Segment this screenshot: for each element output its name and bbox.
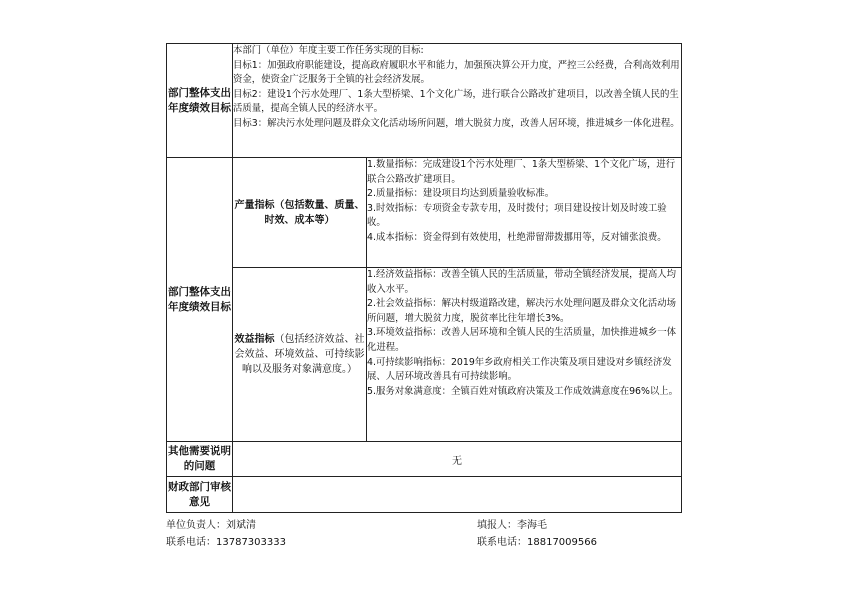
goal-line: 目标2：建设1个污水处理厂、1条大型桥梁、1个文化广场，进行联合公路改扩建项目，以改善全镇人民的生活质量，提高全镇人民的经济水平。 (233, 88, 679, 115)
performance-table (166, 43, 682, 513)
filler-person: 填报人：李海毛 (477, 520, 547, 531)
indicator-line: 3.时效指标：专项资金专款专用，及时拨付；项目建设按计划及时竣工验收。 (367, 202, 667, 229)
finance-review-value (233, 477, 682, 513)
phone-right: 联系电话：18817009566 (477, 537, 597, 548)
other-issues-value: 无 (233, 442, 682, 477)
phone-left: 联系电话：13787303333 (166, 537, 286, 548)
indicator-line: 5.服务对象满意度：全镇百姓对镇政府决策及工作成效满意度在96%以上。 (367, 385, 679, 397)
table-row (167, 158, 682, 268)
indicator-line: 4.成本指标：资金得到有效使用，杜绝滞留滞拨挪用等，反对铺张浪费。 (367, 231, 667, 243)
footer-right (477, 517, 597, 551)
benefit-indicator-label: 效益指标（包括经济效益、社会效益、环境效益、可持续影响以及服务对象满意度。） (233, 268, 367, 442)
row-label-other-issues: 其他需要说明的问题 (167, 442, 233, 477)
output-indicator-label: 产量指标（包括数量、质量、时效、成本等） (233, 158, 367, 268)
table-row (167, 442, 682, 477)
goal-line: 本部门（单位）年度主要工作任务实现的目标: (233, 45, 424, 56)
indicator-line: 1.经济效益指标：改善全镇人民的生活质量，带动全镇经济发展，提高人均收入水平。 (367, 269, 676, 295)
benefit-indicator-text (367, 268, 682, 442)
row-label-finance-review: 财政部门审核意见 (167, 477, 233, 513)
goal-line: 目标3：解决污水处理问题及群众文化活动场所问题，增大脱贫力度，改善人居环境，推进城乡一体化进程。 (233, 117, 680, 129)
indicator-line: 3.环境效益指标：改善人居环境和全镇人民的生活质量，加快推进城乡一体化进程。 (367, 327, 676, 353)
row-label-indicators: 部门整体支出年度绩效目标 (167, 158, 233, 442)
indicator-line: 2.质量指标：建设项目均达到质量验收标准。 (367, 188, 555, 200)
goal-line: 目标1：加强政府职能建设，提高政府履职水平和能力，加强预决算公开力度，严控三公经费，合利高效利用资金，使资金广泛服务于全镇的社会经济发展。 (233, 59, 680, 86)
annual-goal-text (233, 44, 682, 158)
table-row (167, 268, 682, 442)
footer-left (166, 517, 286, 551)
table-row (167, 44, 682, 158)
indicator-line: 1.数量指标：完成建设1个污水处理厂、1条大型桥梁、1个文化广场，进行联合公路改扩建项目。 (367, 159, 676, 185)
responsible-person: 单位负责人：刘斌清 (166, 520, 256, 531)
indicator-line: 4.可持续影响指标：2019年乡政府相关工作决策及项目建设对乡镇经济发展、人居环境改善具有可持续影响。 (367, 356, 672, 383)
row-label-annual-goal: 部门整体支出年度绩效目标 (167, 44, 233, 158)
output-indicator-text (367, 158, 682, 268)
indicator-line: 2.社会效益指标：解决村级道路改建，解决污水处理问题及群众文化活动场所问题，增大脱贫力度，脱贫率比往年增长3%。 (367, 298, 676, 324)
table-row (167, 477, 682, 513)
